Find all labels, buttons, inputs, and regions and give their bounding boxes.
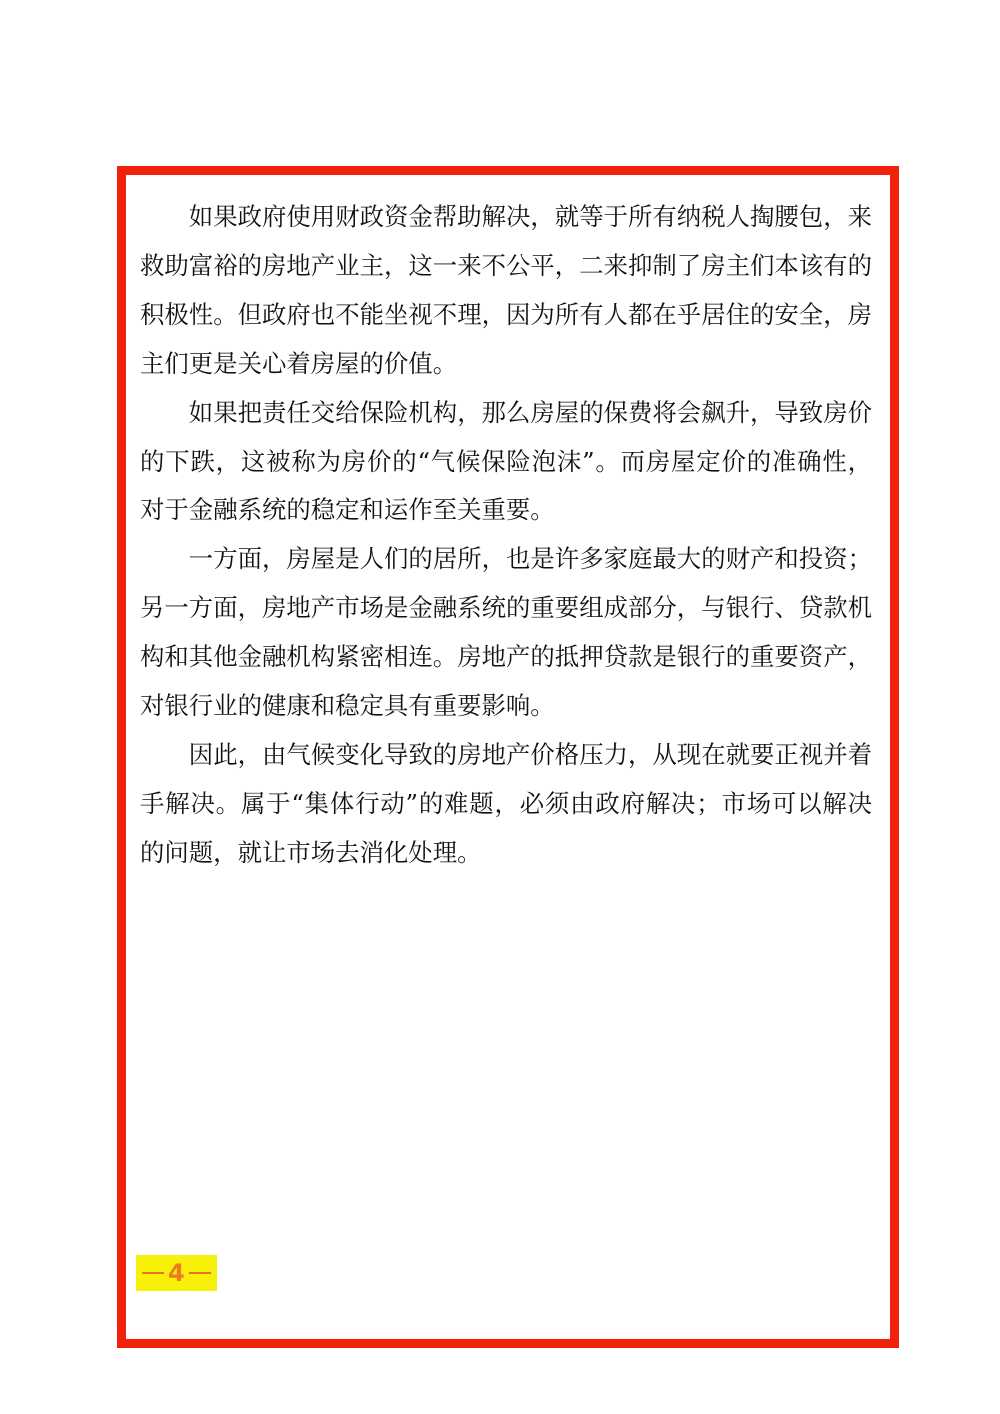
page-frame (117, 166, 899, 1348)
paragraph-4: 因此，由气候变化导致的房地产价格压力，从现在就要正视并着手解决。属于“集体行动”的难题，必须由政府解决；市场可以解决的问题，就让市场去消化处理。 (140, 739, 872, 867)
page-number-badge (136, 1255, 217, 1291)
paragraph-3: 一方面，房屋是人们的居所，也是许多家庭最大的财产和投资；另一方面，房地产市场是金融系统的重要组成部分，与银行、贷款机构和其他金融机构紧密相连。房地产的抵押贷款是银行的重要资产，对银行业的健康和稳定具有重要影响。 (140, 544, 872, 721)
page-number-dash-right (189, 1272, 211, 1274)
page-number-dash-left (142, 1272, 164, 1274)
paragraph-1: 如果政府使用财政资金帮助解决，就等于所有纳税人掏腰包，来救助富裕的房地产业主，这一来不公平，二来抑制了房主们本该有的积极性。但政府也不能坐视不理，因为所有人都在乎居住的安全，房主们更是关心着房屋的价值。 (140, 202, 872, 378)
document-body (140, 193, 872, 878)
paragraph-2: 如果把责任交给保险机构，那么房屋的保费将会飙升，导致房价的下跌，这被称为房价的“气候保险泡沫”。而房屋定价的准确性，对于金融系统的稳定和运作至关重要。 (140, 397, 872, 525)
page-number: 4 (168, 1259, 185, 1287)
